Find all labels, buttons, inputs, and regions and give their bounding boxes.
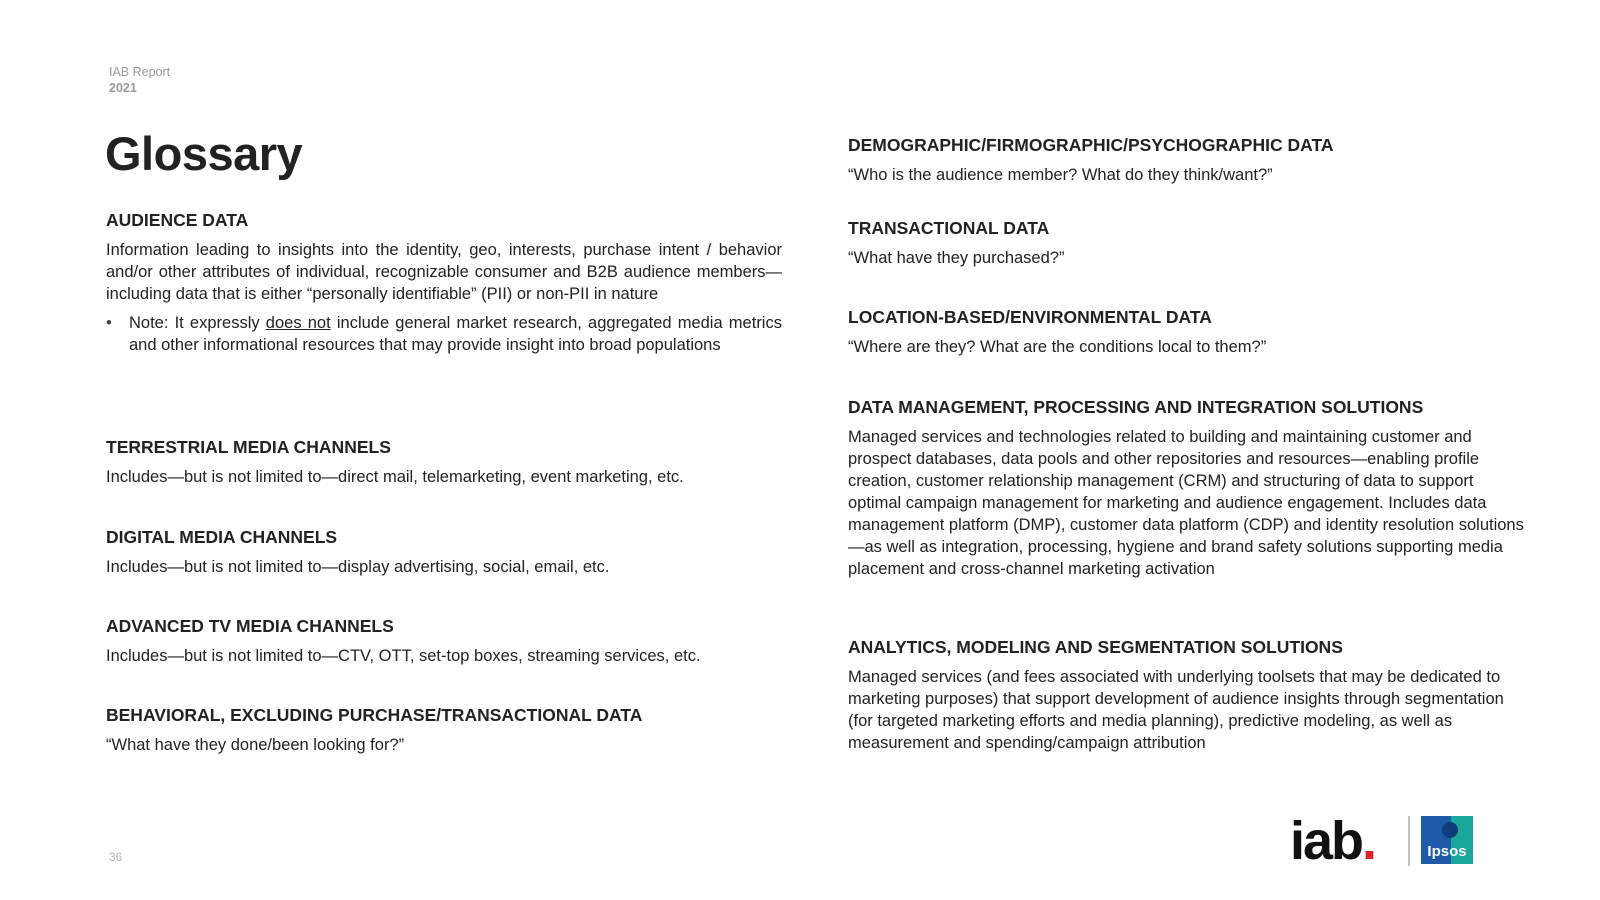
term-definition: Includes—but is not limited to—CTV, OTT, set-top boxes, streaming services, etc. xyxy=(106,647,701,665)
term-digital-media xyxy=(106,526,782,578)
term-transactional xyxy=(848,217,1528,269)
term-heading: TRANSACTIONAL DATA xyxy=(848,218,1050,238)
term-heading: DATA MANAGEMENT, PROCESSING AND INTEGRATION SOLUTIONS xyxy=(848,397,1424,417)
term-audience-data xyxy=(106,209,782,356)
term-definition: “Where are they? What are the conditions local to them?” xyxy=(848,338,1267,356)
report-label: IAB Report xyxy=(109,65,171,79)
term-definition: Includes—but is not limited to—direct mail, telemarketing, event marketing, etc. xyxy=(106,468,684,486)
report-tag xyxy=(109,64,170,96)
page-number: 36 xyxy=(109,850,123,864)
report-year: 2021 xyxy=(109,81,137,95)
term-heading: TERRESTRIAL MEDIA CHANNELS xyxy=(106,437,391,457)
term-heading: ANALYTICS, MODELING AND SEGMENTATION SOLUTIONS xyxy=(848,637,1343,657)
term-demographic xyxy=(848,134,1528,186)
ipsos-logo-emblem xyxy=(1442,822,1458,838)
term-definition: “Who is the audience member? What do they think/want?” xyxy=(848,166,1273,184)
term-advanced-tv xyxy=(106,615,782,667)
term-heading: LOCATION-BASED/ENVIRONMENTAL DATA xyxy=(848,307,1212,327)
term-definition: “What have they purchased?” xyxy=(848,249,1065,267)
term-heading: DIGITAL MEDIA CHANNELS xyxy=(106,527,338,547)
term-data-management xyxy=(848,396,1528,580)
underlined-text: does not xyxy=(265,314,331,332)
ipsos-logo-text: Ipsos xyxy=(1427,843,1467,860)
iab-logo-text: iab. xyxy=(1290,812,1376,871)
term-definition: Managed services (and fees associated with underlying toolsets that may be dedicated to marketing purposes) that support development of audience insights through segmentation (for targeted marketing efforts and media planning), predictive modeling, as well as measurement and spending/campaign attribution xyxy=(848,668,1504,752)
term-analytics xyxy=(848,636,1528,754)
term-heading: AUDIENCE DATA xyxy=(106,210,249,230)
term-definition: Managed services and technologies related to building and maintaining customer and prospect databases, data pools and other repositories and resources—enabling profile creation, customer relationship management (CRM) and structuring of data to support optimal campaign management for marketing and audience engagement. Includes data management platform (DMP), customer data platform (CDP) and identity resolution solutions—as well as integration, processing, hygiene and brand safety solutions supporting media placement and cross-channel marketing activation xyxy=(848,428,1524,578)
page-title: Glossary xyxy=(105,127,303,180)
term-definition: Includes—but is not limited to—display advertising, social, email, etc. xyxy=(106,558,610,576)
term-location xyxy=(848,306,1528,358)
ipsos-logo xyxy=(1421,816,1473,864)
term-heading: DEMOGRAPHIC/FIRMOGRAPHIC/PSYCHOGRAPHIC DATA xyxy=(848,135,1334,155)
note-text: Note: It expressly does not include general market research, aggregated media metrics and other informational resources that may provide insight into broad populations xyxy=(129,314,782,354)
iab-logo xyxy=(1290,812,1375,871)
term-definition: Information leading to insights into the identity, geo, interests, purchase intent / behavior and/or other attributes of individual, recognizable consumer and B2B audience members—including data that is either “personally identifiable” (PII) or non-PII in nature xyxy=(106,241,782,303)
note-bullet xyxy=(106,312,782,356)
term-behavioral xyxy=(106,704,782,756)
term-definition: “What have they done/been looking for?” xyxy=(106,736,405,754)
term-heading: BEHAVIORAL, EXCLUDING PURCHASE/TRANSACTIONAL DATA xyxy=(106,705,643,725)
term-terrestrial-media xyxy=(106,436,782,488)
bullet-icon: • xyxy=(106,314,112,332)
term-heading: ADVANCED TV MEDIA CHANNELS xyxy=(106,616,394,636)
partner-logos xyxy=(1290,812,1480,872)
